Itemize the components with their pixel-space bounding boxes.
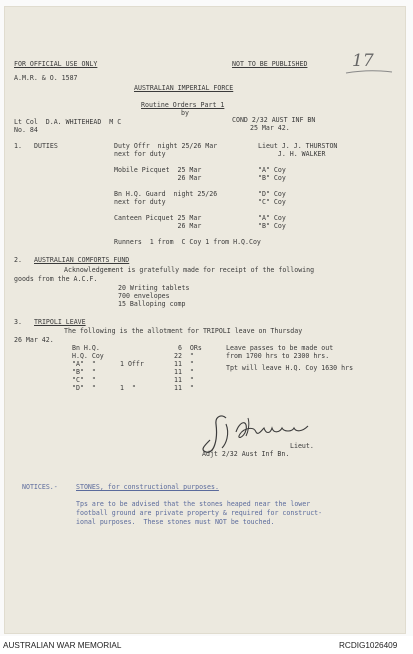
official-use-label: FOR OFFICIAL USE ONLY (14, 60, 98, 68)
comforts-item: 15 Balloping comp (118, 300, 186, 308)
leave-ors: 6 ORs (178, 344, 202, 352)
leave-unit: "A" " (72, 360, 96, 368)
duty-row-right: "A" Coy (258, 166, 286, 174)
section-1-number: 1. (14, 142, 22, 150)
duty-row-right: "C" Coy (258, 198, 286, 206)
comforts-title: AUSTRALIAN COMFORTS FUND (34, 256, 130, 264)
leave-offr: 1 Offr (120, 360, 144, 368)
by-label: by (181, 109, 189, 117)
leave-unit: Bn H.Q. (72, 344, 100, 352)
leave-ors: 11 " (174, 368, 194, 376)
notices-label: NOTICES.- (22, 483, 58, 491)
order-number: No. 84 (14, 126, 38, 134)
notices-text-line: football ground are private property & required for construct- (76, 509, 323, 517)
duty-row-left: 26 Mar (114, 222, 202, 230)
commander-line: Lt Col D.A. WHITEHEAD M C (14, 118, 122, 126)
duties-title: DUTIES (34, 142, 58, 150)
leave-text-line: 26 Mar 42. (14, 336, 54, 344)
leave-title: TRIPOLI LEAVE (34, 318, 86, 326)
command-line: COND 2/32 AUST INF BN (232, 116, 316, 124)
duty-row-left: Mobile Picquet 25 Mar (114, 166, 202, 174)
duty-row-right: Lieut J. J. THURSTON (258, 142, 338, 150)
force-title: AUSTRALIAN IMPERIAL FORCE (134, 84, 234, 92)
page-number-underline (344, 68, 394, 76)
duty-row-right: "B" Coy (258, 222, 286, 230)
leave-ors: 11 " (174, 384, 194, 392)
duty-row-right: "A" Coy (258, 214, 286, 222)
leave-unit: "D" " (72, 384, 96, 392)
comforts-item: 700 envelopes (118, 292, 170, 300)
section-2-number: 2. (14, 256, 22, 264)
duty-row-left: next for duty (114, 198, 166, 206)
order-date: 25 Mar 42. (250, 124, 290, 132)
leave-unit: "B" " (72, 368, 96, 376)
duty-row-left: 26 Mar (114, 174, 202, 182)
not-published-label: NOT TO BE PUBLISHED (232, 60, 308, 68)
leave-ors: 22 " (174, 352, 194, 360)
duty-row-left: Duty Offr night 25/26 Mar (114, 142, 218, 150)
signatory-role: Adjt 2/32 Aust Inf Bn. (202, 450, 290, 458)
page-number-handwritten: 17 (352, 51, 374, 71)
leave-text-line: The following is the allotment for TRIPOLI leave on Thursday (64, 327, 303, 335)
leave-offr: 1 " (120, 384, 136, 392)
leave-ors: 11 " (174, 360, 194, 368)
leave-ors: 11 " (174, 376, 194, 384)
comforts-item: 20 Writing tablets (118, 284, 190, 292)
duty-row-right: J. H. WALKER (258, 150, 326, 158)
archive-name: AUSTRALIAN WAR MEMORIAL (3, 641, 122, 650)
comforts-text-line: Acknowledgement is gratefully made for receipt of the following (64, 266, 315, 274)
notices-text-line: ional purposes. These stones must NOT be touched. (76, 518, 275, 526)
duty-row-left: next for duty (114, 150, 166, 158)
notices-title: STONES, for constructional purposes. (76, 483, 219, 491)
signatory-rank: Lieut. (290, 442, 314, 450)
archive-id: RCDIG1026409 (339, 641, 398, 650)
comforts-text-line: goods from the A.C.F. (14, 275, 98, 283)
leave-note: Leave passes to be made out (226, 344, 334, 352)
leave-note: from 1700 hrs to 2300 hrs. (226, 352, 330, 360)
runners-line: Runners 1 from C Coy 1 from H.Q.Coy (114, 238, 261, 246)
leave-unit: H.Q. Coy (72, 352, 104, 360)
leave-unit: "C" " (72, 376, 96, 384)
duty-row-right: "B" Coy (258, 174, 286, 182)
duty-row-right: "D" Coy (258, 190, 286, 198)
section-3-number: 3. (14, 318, 22, 326)
duty-row-left: Bn H.Q. Guard night 25/26 (114, 190, 218, 198)
orders-title: Routine Orders Part 1 (141, 101, 225, 109)
notices-text-line: Tps are to be advised that the stones heaped near the lower (76, 500, 311, 508)
leave-note: Tpt will leave H.Q. Coy 1630 hrs (226, 364, 354, 372)
reference-number: A.M.R. & O. 1587 (14, 74, 78, 82)
duty-row-left: Canteen Picquet 25 Mar (114, 214, 202, 222)
